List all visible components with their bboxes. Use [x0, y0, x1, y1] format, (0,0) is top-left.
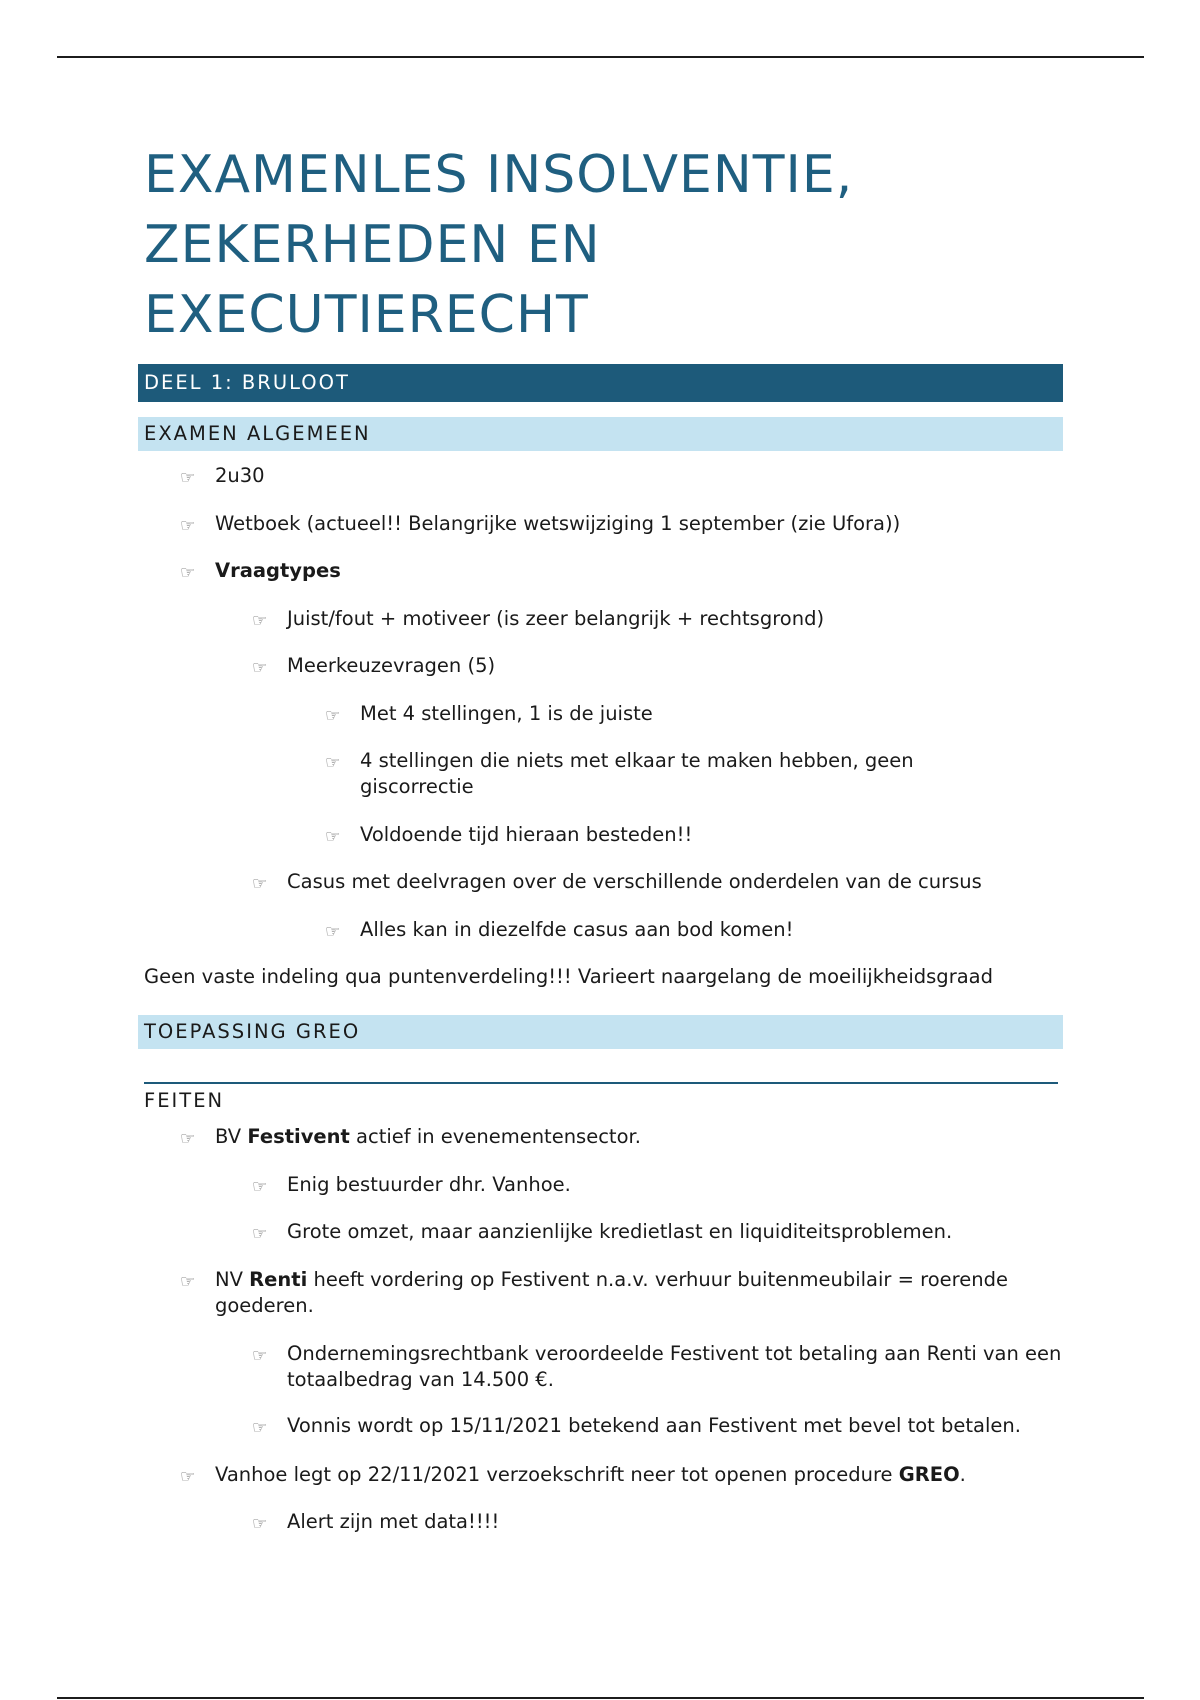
heading-feiten: FEITEN [144, 1089, 225, 1112]
document-title [144, 140, 1044, 350]
pointing-hand-icon: ☞ [252, 1514, 268, 1534]
pointing-hand-icon: ☞ [252, 658, 268, 678]
pointing-hand-icon: ☞ [252, 1177, 268, 1197]
title-line-3: EXECUTIERECHT [144, 285, 589, 345]
pointing-hand-icon: ☞ [252, 1224, 268, 1244]
pointing-hand-icon: ☞ [180, 516, 196, 536]
pointing-hand-icon: ☞ [180, 1129, 196, 1149]
pointing-hand-icon: ☞ [325, 753, 341, 773]
pointing-hand-icon: ☞ [252, 1418, 268, 1438]
pointing-hand-icon: ☞ [180, 1467, 196, 1487]
title-line-1: EXAMENLES INSOLVENTIE, [144, 145, 854, 205]
header-rule [57, 56, 1144, 58]
pointing-hand-icon: ☞ [325, 827, 341, 847]
pointing-hand-icon: ☞ [180, 563, 196, 583]
pointing-hand-icon: ☞ [252, 611, 268, 631]
pointing-hand-icon: ☞ [325, 922, 341, 942]
heading-examen-algemeen: EXAMEN ALGEMEEN [138, 417, 1063, 451]
pointing-hand-icon: ☞ [325, 706, 341, 726]
pointing-hand-icon: ☞ [252, 874, 268, 894]
feiten-rule [144, 1082, 1058, 1084]
pointing-hand-icon: ☞ [180, 1272, 196, 1292]
footer-rule [57, 1697, 1144, 1699]
puntenverdeling-note: Geen vaste indeling qua puntenverdeling!!! Varieert naargelang de moeilijkheidsgraad [144, 965, 993, 988]
pointing-hand-icon: ☞ [252, 1346, 268, 1366]
title-line-2: ZEKERHEDEN EN [144, 215, 601, 275]
pointing-hand-icon: ☞ [180, 468, 196, 488]
heading-deel-1: DEEL 1: BRULOOT [138, 364, 1063, 402]
heading-toepassing-greo: TOEPASSING GREO [138, 1015, 1063, 1049]
